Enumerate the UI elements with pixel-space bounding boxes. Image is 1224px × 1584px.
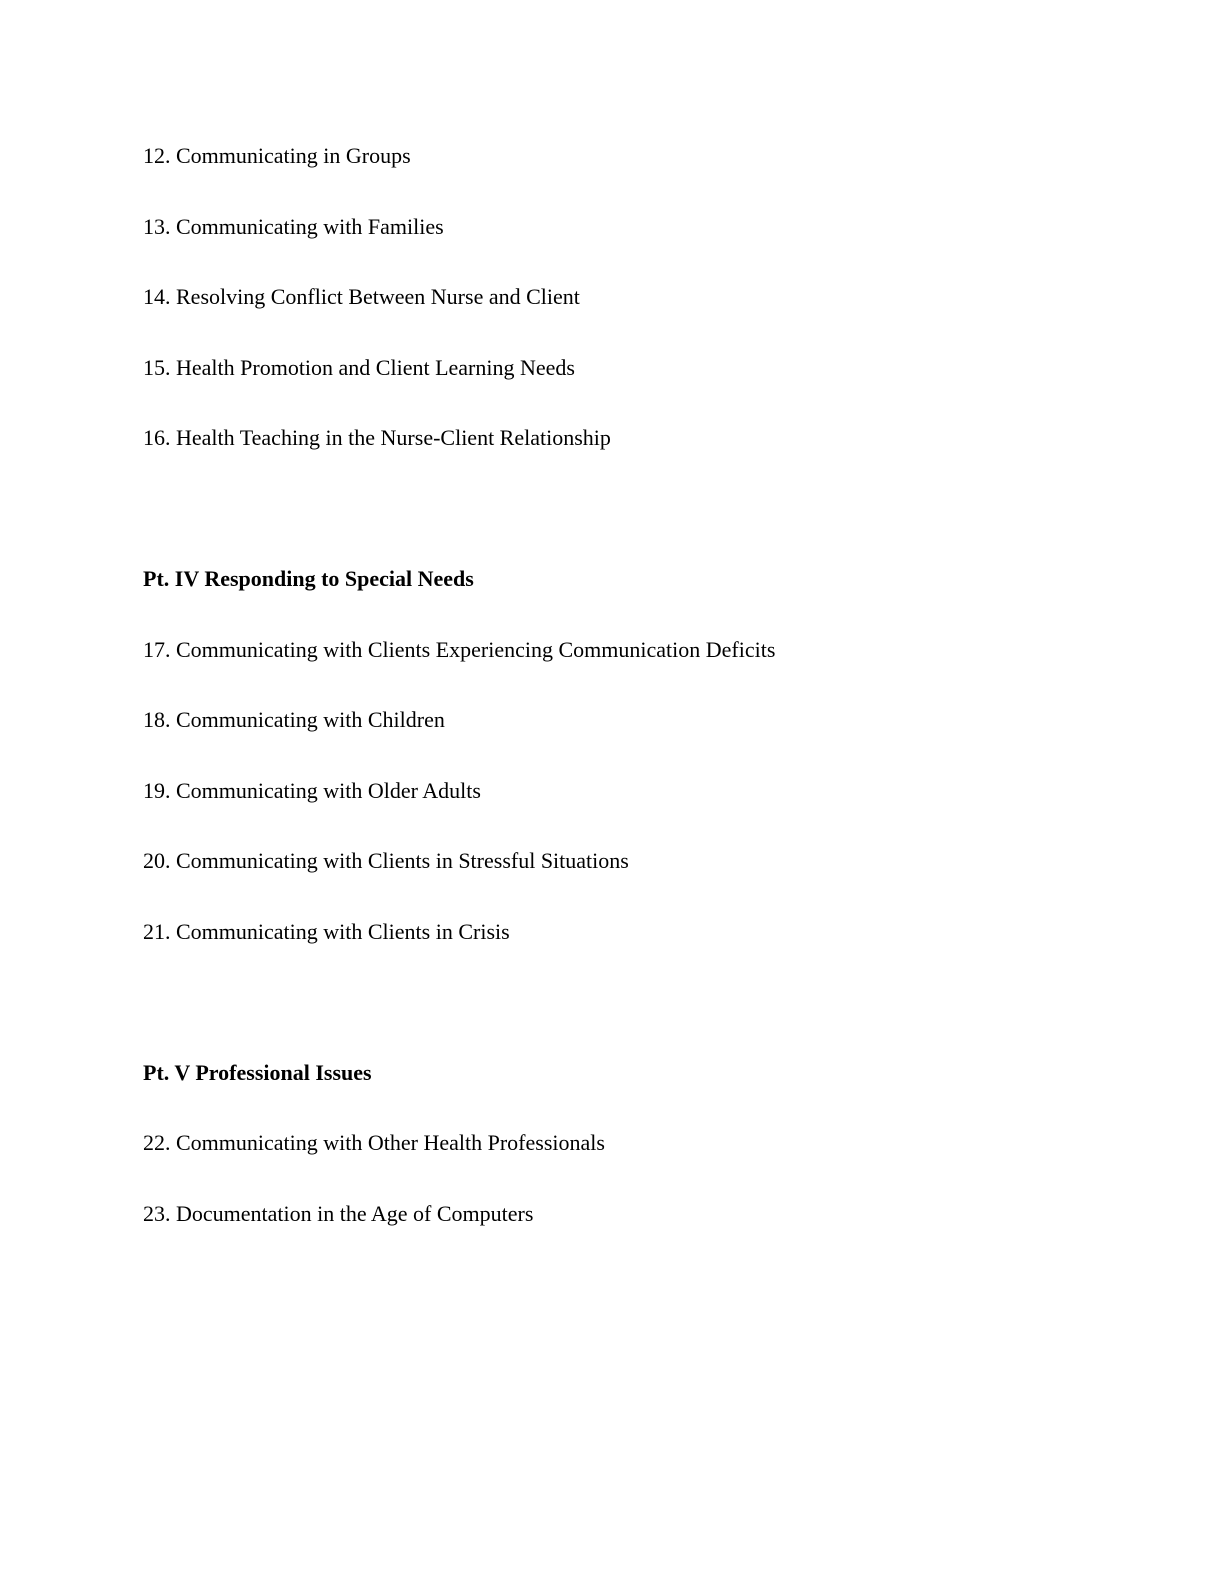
chapter-15: 15. Health Promotion and Client Learning Needs xyxy=(143,355,575,380)
chapter-23: 23. Documentation in the Age of Computers xyxy=(143,1201,534,1226)
part-iv-heading: Pt. IV Responding to Special Needs xyxy=(143,566,474,591)
part-v-heading: Pt. V Professional Issues xyxy=(143,1060,372,1085)
chapter-14: 14. Resolving Conflict Between Nurse and Client xyxy=(143,284,580,309)
chapter-13: 13. Communicating with Families xyxy=(143,214,444,239)
chapter-21: 21. Communicating with Clients in Crisis xyxy=(143,919,510,944)
chapter-16: 16. Health Teaching in the Nurse-Client Relationship xyxy=(143,425,611,450)
chapter-18: 18. Communicating with Children xyxy=(143,707,445,732)
chapter-20: 20. Communicating with Clients in Stressful Situations xyxy=(143,848,629,873)
chapter-22: 22. Communicating with Other Health Professionals xyxy=(143,1130,605,1155)
chapter-19: 19. Communicating with Older Adults xyxy=(143,778,481,803)
chapter-12: 12. Communicating in Groups xyxy=(143,143,411,168)
chapter-17: 17. Communicating with Clients Experiencing Communication Deficits xyxy=(143,637,776,662)
